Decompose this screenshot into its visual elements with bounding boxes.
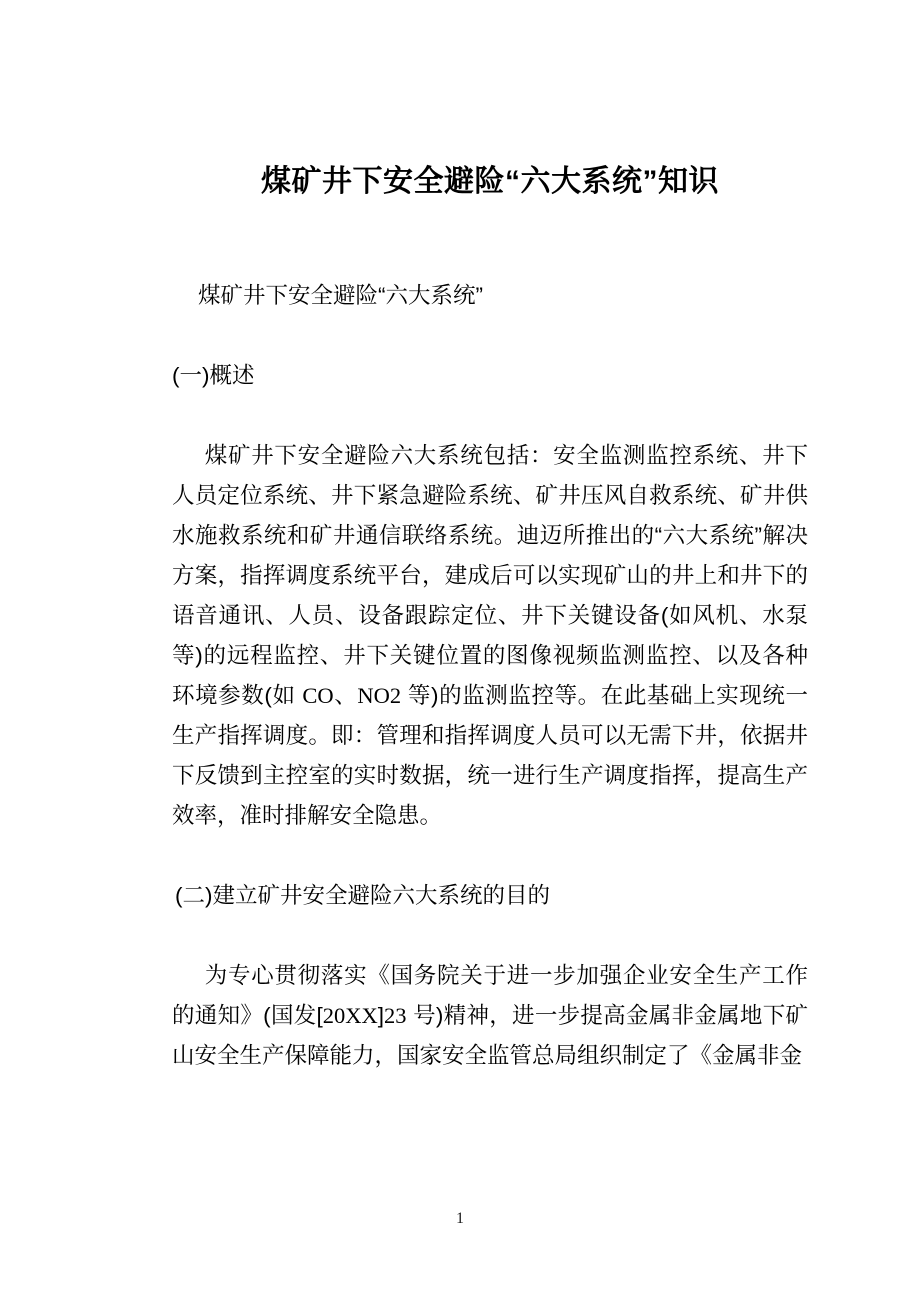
- paragraph-overview-part-c: 等)的监测监控等。在此基础上实现统一生产指挥调度。即：管理和指挥调度人员可以无需下井，依据井下反馈到主控室的实时数据，统一进行生产调度指挥，提高生产效率，准时排解安全隐患。: [172, 683, 808, 828]
- paragraph-overview-part-b: 、: [333, 683, 358, 708]
- page-content-area: [172, 0, 808, 1076]
- subject-line-text: 煤矿井下安全避险“六大系统”: [198, 283, 483, 308]
- paragraph-purpose-part-b: ]: [377, 1003, 385, 1028]
- paragraph-purpose-part-c: 号)精神，进一步提高金属非金属地下矿山安全生产保障能力，国家安全监管总局组织制定了《金属非金: [172, 1003, 809, 1068]
- section-heading-one: [172, 316, 808, 396]
- gas-label-no2: NO2: [357, 683, 402, 708]
- paragraph-overview: [172, 396, 808, 836]
- section-heading-one-text: (一)概述: [172, 363, 255, 388]
- page-title: 煤矿井下安全避险“六大系统”知识: [261, 165, 719, 198]
- document-year-code: 20XX: [322, 1003, 378, 1028]
- section-heading-two-text: (二)建立矿井安全避险六大系统的目的: [175, 883, 550, 908]
- paragraph-purpose: [172, 916, 808, 1076]
- document-number: 23: [384, 1003, 407, 1028]
- paragraph-overview-part-a: 煤矿井下安全避险六大系统包括：安全监测监控系统、井下人员定位系统、井下紧急避险系统、矿井压风自救系统、矿井供水施救系统和矿井通信联络系统。迪迈所推出的“六大系统”解决方案，指挥调度系统平台，建成后可以实现矿山的井上和井下的语音通讯、人员、设备跟踪定位、井下关键设备(如风机、水泵等)的远程监控、井下关键位置的图像视频监测监控、以及各种环境参数(如: [172, 443, 808, 708]
- paragraph-purpose-part-a: 为专心贯彻落实《国务院关于进一步加强企业安全生产工作的通知》(国发[: [172, 963, 808, 1028]
- page-number: 1: [456, 1210, 464, 1227]
- section-heading-two: [172, 836, 808, 916]
- gas-label-co: CO: [302, 683, 334, 708]
- subject-line: [172, 202, 808, 316]
